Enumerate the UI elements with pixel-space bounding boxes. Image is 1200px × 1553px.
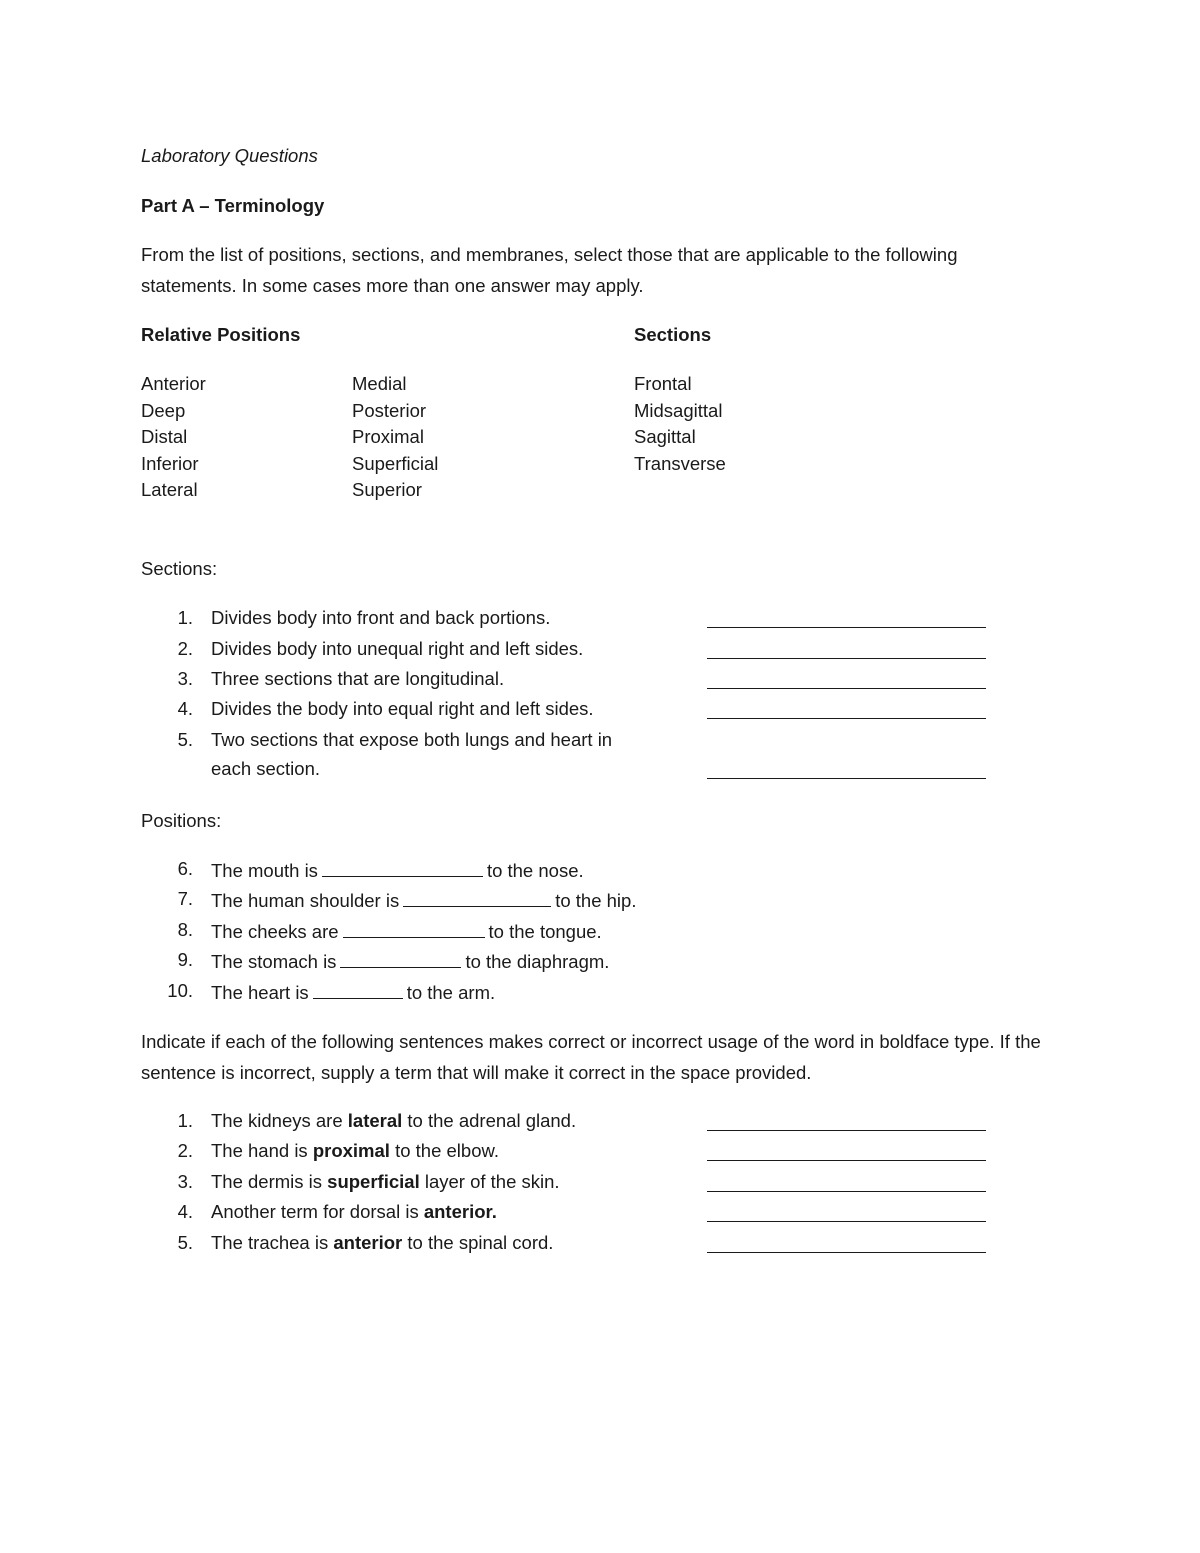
positions-questions-heading: Positions:	[141, 810, 222, 831]
answer-line[interactable]	[707, 1252, 986, 1253]
question-text	[211, 1171, 560, 1193]
fill-blank[interactable]	[322, 858, 483, 877]
sentence-start: The human shoulder is	[211, 890, 400, 911]
term-item: Anterior	[141, 373, 206, 394]
sentence-start: The trachea is	[211, 1232, 329, 1253]
usage-question-5	[141, 1232, 1001, 1262]
term-item: Midsagittal	[634, 399, 723, 421]
part-heading: Part A – Terminology	[141, 195, 325, 216]
boldface-term: lateral	[347, 1110, 403, 1131]
question-number: 2.	[177, 638, 193, 659]
fill-blank[interactable]	[403, 888, 551, 907]
question-number: 5.	[177, 729, 193, 750]
answer-line[interactable]	[707, 1160, 986, 1161]
answer-line[interactable]	[707, 1191, 986, 1192]
question-text	[211, 1232, 553, 1254]
answer-line[interactable]	[707, 718, 986, 719]
term-item: Proximal	[352, 426, 424, 447]
term-item: Lateral	[141, 479, 198, 500]
question-number: 7.	[177, 888, 193, 909]
sentence-start: The hand is	[211, 1140, 308, 1161]
sentence-start: Another term for dorsal is	[211, 1201, 419, 1222]
sentence-end: to the tongue.	[488, 921, 602, 942]
term-item: Posterior	[352, 399, 427, 421]
section-question-2	[141, 638, 1001, 668]
question-text-continued: each section.	[211, 758, 321, 779]
question-number: 2.	[177, 1140, 193, 1161]
section-question-3	[141, 668, 1001, 698]
question-text	[211, 888, 636, 912]
term-item: Superficial	[352, 452, 439, 474]
question-number: 9.	[177, 949, 193, 970]
answer-line[interactable]	[707, 778, 986, 779]
question-number: 1.	[177, 1110, 193, 1131]
question-text	[211, 1110, 576, 1132]
term-item: Inferior	[141, 452, 199, 474]
usage-intro-paragraph: Indicate if each of the following sentences makes correct or incorrect usage of the word in boldface type. If the sentence is incorrect, supply a term that will make it correct in the space provided.	[141, 1031, 1041, 1083]
sentence-end: to the adrenal gland.	[407, 1110, 577, 1131]
boldface-term: anterior.	[423, 1201, 497, 1222]
question-text: Two sections that expose both lungs and heart in	[211, 729, 613, 750]
question-text	[211, 1140, 499, 1162]
sentence-start: The mouth is	[211, 860, 318, 881]
answer-line[interactable]	[707, 658, 986, 659]
sentence-start: The kidneys are	[211, 1110, 343, 1131]
boldface-term: anterior	[333, 1232, 403, 1253]
question-text: Divides the body into equal right and left sides.	[211, 698, 594, 719]
section-question-4	[141, 698, 1001, 728]
term-item: Sagittal	[634, 426, 696, 447]
usage-question-2	[141, 1140, 1001, 1170]
sections-column	[634, 371, 726, 477]
position-question-9	[141, 949, 1001, 979]
sentence-end: to the nose.	[486, 860, 584, 881]
term-item: Transverse	[634, 452, 726, 474]
question-text	[211, 949, 609, 973]
question-text	[211, 980, 495, 1004]
question-number: 3.	[177, 1171, 193, 1192]
positions-column-2	[352, 371, 438, 504]
sentence-start: The cheeks are	[211, 921, 339, 942]
question-text: Three sections that are longitudinal.	[211, 668, 505, 689]
fill-blank[interactable]	[343, 919, 485, 938]
term-item: Medial	[352, 373, 407, 394]
sentence-end: layer of the skin.	[424, 1171, 560, 1192]
sentence-end: to the elbow.	[395, 1140, 499, 1161]
sections-questions-heading: Sections:	[141, 558, 218, 579]
question-number: 1.	[177, 607, 193, 628]
fill-blank[interactable]	[340, 949, 461, 968]
position-question-10	[141, 980, 1001, 1010]
question-number: 5.	[177, 1232, 193, 1253]
usage-question-1	[141, 1110, 1001, 1140]
section-question-5	[141, 729, 1001, 785]
sentence-start: The heart is	[211, 982, 309, 1003]
sentence-end: to the diaphragm.	[465, 951, 610, 972]
fill-blank[interactable]	[313, 980, 403, 999]
question-number: 3.	[177, 668, 193, 689]
intro-paragraph: From the list of positions, sections, and membranes, select those that are applicable to the following statements. In some cases more than one answer may apply.	[141, 244, 958, 296]
section-question-1	[141, 607, 1001, 637]
question-number: 4.	[177, 1201, 193, 1222]
term-item: Distal	[141, 426, 188, 447]
question-text	[211, 919, 602, 943]
position-question-8	[141, 919, 1001, 949]
relative-positions-heading: Relative Positions	[141, 324, 301, 345]
position-question-7	[141, 888, 1001, 918]
question-text: Divides body into front and back portions.	[211, 607, 551, 628]
page-title: Laboratory Questions	[141, 145, 318, 166]
sentence-end: to the hip.	[555, 890, 637, 911]
answer-line[interactable]	[707, 627, 986, 628]
answer-line[interactable]	[707, 1221, 986, 1222]
term-item: Deep	[141, 399, 186, 421]
answer-line[interactable]	[707, 688, 986, 689]
question-text	[211, 858, 584, 882]
question-text	[211, 1201, 497, 1223]
sentence-end: to the spinal cord.	[407, 1232, 554, 1253]
sections-list-heading: Sections	[634, 324, 712, 345]
sentence-start: The dermis is	[211, 1171, 323, 1192]
usage-question-3	[141, 1171, 1001, 1201]
boldface-term: superficial	[327, 1171, 420, 1192]
answer-line[interactable]	[707, 1130, 986, 1131]
sentence-start: The stomach is	[211, 951, 337, 972]
term-item: Frontal	[634, 373, 692, 394]
positions-column-1	[141, 371, 206, 504]
question-number: 10.	[167, 980, 193, 1001]
sentence-end: to the arm.	[406, 982, 496, 1003]
question-text: Divides body into unequal right and left sides.	[211, 638, 584, 659]
term-item: Superior	[352, 479, 422, 500]
boldface-term: proximal	[312, 1140, 390, 1161]
usage-question-4	[141, 1201, 1001, 1231]
question-number: 8.	[177, 919, 193, 940]
question-number: 4.	[177, 698, 193, 719]
position-question-6	[141, 858, 1001, 888]
question-number: 6.	[177, 858, 193, 879]
